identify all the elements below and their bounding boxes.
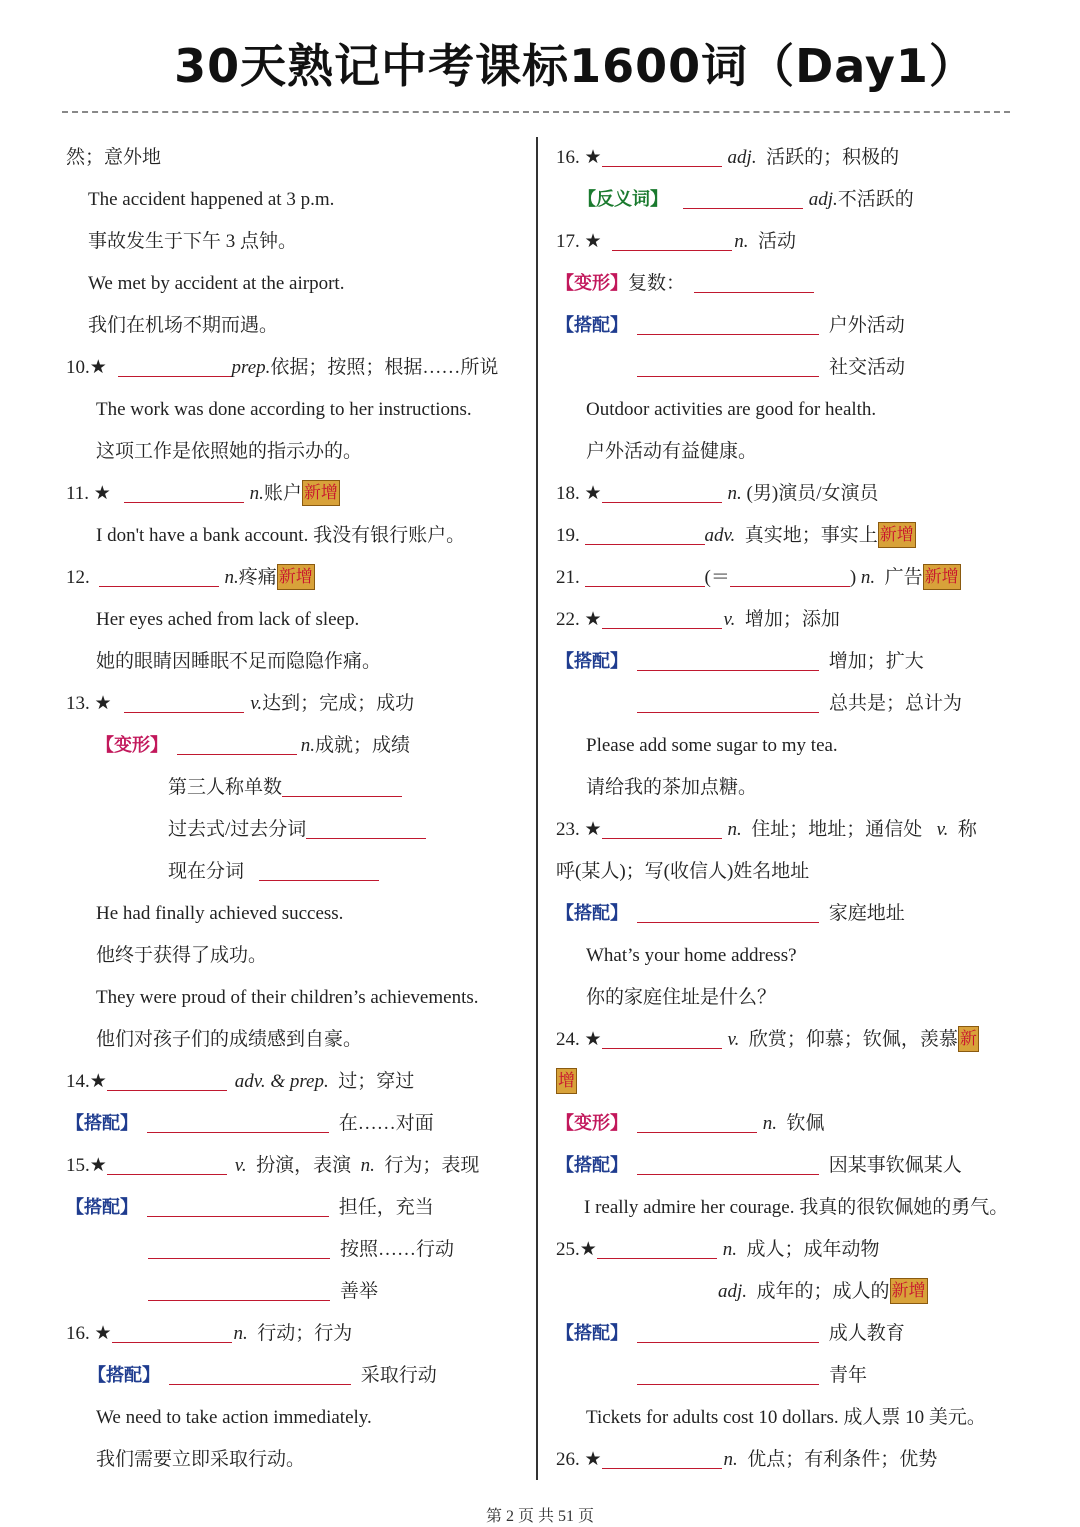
entry-number: 17. ★ bbox=[556, 231, 602, 252]
part-of-speech: n. bbox=[734, 231, 749, 252]
definition: 住址；地址；通信处 bbox=[751, 819, 923, 840]
antonym-tag: 【反义词】 bbox=[578, 189, 668, 210]
example-zh: 事故发生于下午 3 点钟。 bbox=[88, 231, 298, 252]
collocation-tag: 【搭配】 bbox=[556, 1155, 628, 1176]
part-of-speech: n. bbox=[224, 567, 239, 588]
definition: 户外活动 bbox=[828, 315, 905, 336]
entry-number: 16. ★ bbox=[556, 147, 602, 168]
answer-blank[interactable] bbox=[259, 860, 379, 881]
example-zh: 请给我的茶加点糖。 bbox=[586, 777, 758, 798]
example-en: He had finally achieved success. bbox=[96, 903, 344, 924]
definition: 行为；表现 bbox=[384, 1155, 480, 1176]
answer-blank[interactable] bbox=[107, 1070, 227, 1091]
example-en: The work was done according to her instructions. bbox=[96, 399, 472, 420]
column-divider bbox=[536, 137, 538, 1480]
entry-23 bbox=[556, 809, 1016, 851]
entry-16-active bbox=[556, 137, 1016, 179]
entry-26 bbox=[556, 1439, 1016, 1481]
collocation-line bbox=[66, 1103, 521, 1145]
entry-19 bbox=[556, 515, 1016, 557]
new-word-badge: 新增 bbox=[277, 564, 315, 590]
collocation-line bbox=[556, 1313, 1016, 1355]
entry-18 bbox=[556, 473, 1016, 515]
definition: 活动 bbox=[758, 231, 797, 252]
part-of-speech: adv. & prep. bbox=[234, 1071, 329, 1092]
example-en: Please add some sugar to my tea. bbox=[586, 735, 838, 756]
definition: 善举 bbox=[340, 1281, 379, 1302]
part-of-speech: n. bbox=[723, 1449, 738, 1470]
entry-16 bbox=[66, 1313, 521, 1355]
collocation-tag: 【搭配】 bbox=[556, 1323, 628, 1344]
definition: 采取行动 bbox=[360, 1365, 437, 1386]
answer-blank[interactable] bbox=[637, 902, 819, 923]
example-en: We need to take action immediately. bbox=[96, 1407, 372, 1428]
form-third-person bbox=[66, 767, 521, 809]
part-of-speech: v. bbox=[250, 693, 263, 714]
collocation-line bbox=[556, 641, 1016, 683]
example-en: They were proud of their children’s achievements. bbox=[96, 987, 479, 1008]
form-label: 现在分词 bbox=[168, 861, 245, 882]
answer-blank[interactable] bbox=[602, 608, 722, 629]
part-of-speech: v. bbox=[723, 609, 736, 630]
collocation-line bbox=[556, 1355, 1016, 1397]
entry-number: 19. bbox=[556, 525, 580, 546]
example-zh: 我们需要立即采取行动。 bbox=[96, 1449, 306, 1470]
collocation-line bbox=[66, 1355, 521, 1397]
entry-12 bbox=[66, 557, 521, 599]
example-zh: 这项工作是依照她的指示办的。 bbox=[96, 441, 363, 462]
definition: 钦佩 bbox=[786, 1113, 825, 1134]
answer-blank[interactable] bbox=[99, 566, 219, 587]
form-label: 第三人称单数 bbox=[168, 777, 283, 798]
definition: 社交活动 bbox=[829, 357, 906, 378]
answer-blank[interactable] bbox=[602, 818, 722, 839]
collocation-tag: 【搭配】 bbox=[88, 1365, 160, 1386]
definition: 称 bbox=[957, 819, 977, 840]
example-en: Her eyes ached from lack of sleep. bbox=[96, 609, 360, 630]
answer-blank[interactable] bbox=[730, 566, 850, 587]
example-zh: 他终于获得了成功。 bbox=[96, 945, 268, 966]
definition: 成人；成年动物 bbox=[746, 1239, 880, 1260]
definition: 不活跃的 bbox=[837, 189, 914, 210]
collocation-line bbox=[66, 1229, 521, 1271]
new-word-badge: 新增 bbox=[923, 564, 961, 590]
collocation-tag: 【搭配】 bbox=[66, 1113, 138, 1134]
collocation-tag: 【搭配】 bbox=[66, 1197, 138, 1218]
collocation-line bbox=[66, 1271, 521, 1313]
example-zh: 我们在机场不期而遇。 bbox=[88, 315, 279, 336]
part-of-speech: n. bbox=[300, 735, 315, 756]
entry-11 bbox=[66, 473, 521, 515]
title-divider bbox=[62, 111, 1010, 113]
definition: 广告 bbox=[884, 567, 923, 588]
definition: 在……对面 bbox=[338, 1113, 434, 1134]
variant-tag: 【变形】 bbox=[556, 273, 628, 294]
answer-blank[interactable] bbox=[597, 1238, 717, 1259]
definition: 真实地；事实上 bbox=[744, 525, 878, 546]
definition: (男)演员/女演员 bbox=[746, 483, 879, 504]
entry-number: 11. ★ bbox=[66, 483, 111, 504]
entry-number: 23. ★ bbox=[556, 819, 602, 840]
form-past bbox=[66, 809, 521, 851]
part-of-speech: n. bbox=[860, 567, 876, 588]
answer-blank[interactable] bbox=[585, 566, 705, 587]
part-of-speech: n. bbox=[233, 1323, 248, 1344]
definition: 欣赏；仰慕；钦佩，羡慕 bbox=[748, 1029, 958, 1050]
answer-blank[interactable] bbox=[694, 272, 814, 293]
example-en: The accident happened at 3 p.m. bbox=[88, 189, 335, 210]
example-line: I really admire her courage. 我真的很钦佩她的勇气。 bbox=[584, 1197, 1009, 1218]
definition: 优点；有利条件；优势 bbox=[747, 1449, 938, 1470]
definition: 总共是；总计为 bbox=[829, 693, 963, 714]
definition: 成人教育 bbox=[828, 1323, 905, 1344]
example-zh: 户外活动有益健康。 bbox=[586, 441, 758, 462]
answer-blank[interactable] bbox=[637, 314, 819, 335]
entry-14 bbox=[66, 1061, 521, 1103]
answer-blank[interactable] bbox=[148, 1238, 330, 1259]
example-zh: 他们对孩子们的成绩感到自豪。 bbox=[96, 1029, 363, 1050]
answer-blank[interactable] bbox=[602, 482, 722, 503]
paren-open: (＝ bbox=[704, 567, 730, 588]
answer-blank[interactable] bbox=[124, 482, 244, 503]
collocation-line bbox=[556, 893, 1016, 935]
definition: 账户 bbox=[263, 483, 302, 504]
entry-number: 10.★ bbox=[66, 357, 107, 378]
answer-blank[interactable] bbox=[107, 1154, 227, 1175]
answer-blank[interactable] bbox=[148, 1280, 330, 1301]
entry-22 bbox=[556, 599, 1016, 641]
answer-blank[interactable] bbox=[637, 1112, 757, 1133]
answer-blank[interactable] bbox=[585, 524, 705, 545]
definition: 活跃的；积极的 bbox=[766, 147, 900, 168]
collocation-line bbox=[556, 347, 1016, 389]
example-zh: 你的家庭住址是什么？ bbox=[586, 987, 777, 1008]
form-present-participle bbox=[66, 851, 521, 893]
new-word-badge: 新 bbox=[958, 1026, 979, 1052]
part-of-speech: n. bbox=[727, 483, 742, 504]
entry-number: 16. ★ bbox=[66, 1323, 112, 1344]
entry-number: 15.★ bbox=[66, 1155, 107, 1176]
definition: 增加；添加 bbox=[744, 609, 840, 630]
entry-number: 25.★ bbox=[556, 1239, 597, 1260]
page-footer: 第 2 页 共 51 页 bbox=[485, 1508, 594, 1525]
entry-number: 21. bbox=[556, 567, 580, 588]
collocation-tag: 【搭配】 bbox=[556, 903, 628, 924]
part-of-speech: v. bbox=[234, 1155, 247, 1176]
entry-24 bbox=[556, 1019, 1016, 1061]
entry-25-adj bbox=[556, 1271, 1016, 1313]
entry-21 bbox=[556, 557, 1016, 599]
new-word-badge: 新增 bbox=[302, 480, 340, 506]
entry-number: 18. ★ bbox=[556, 483, 602, 504]
answer-blank[interactable] bbox=[612, 230, 732, 251]
answer-blank[interactable] bbox=[147, 1112, 329, 1133]
right-column bbox=[556, 137, 1016, 1481]
variant-line bbox=[66, 725, 521, 767]
collocation-line bbox=[556, 305, 1016, 347]
answer-blank[interactable] bbox=[637, 650, 819, 671]
entry-number: 13. ★ bbox=[66, 693, 112, 714]
definition: 过；穿过 bbox=[338, 1071, 415, 1092]
page-title: 30天熟记中考课标1600词（Day1） bbox=[174, 39, 976, 93]
answer-blank[interactable] bbox=[637, 692, 819, 713]
example-line: Tickets for adults cost 10 dollars. 成人票 10 美元。 bbox=[586, 1407, 986, 1428]
new-word-badge: 新增 bbox=[890, 1278, 928, 1304]
entry-10 bbox=[66, 347, 521, 389]
part-of-speech: v. bbox=[727, 1029, 740, 1050]
part-of-speech: n. bbox=[360, 1155, 375, 1176]
answer-blank[interactable] bbox=[118, 356, 232, 377]
form-label: 复数： bbox=[628, 273, 686, 294]
part-of-speech: n. bbox=[722, 1239, 738, 1260]
definition-text: 然；意外地 bbox=[66, 147, 162, 168]
definition: 按照……行动 bbox=[340, 1239, 455, 1260]
entry-17 bbox=[556, 221, 1016, 263]
entry-25 bbox=[556, 1229, 1016, 1271]
entry-number: 12. bbox=[66, 567, 90, 588]
definition: 扮演，表演 bbox=[256, 1155, 352, 1176]
form-label: 过去式/过去分词 bbox=[168, 819, 307, 840]
definition: 因某事钦佩某人 bbox=[828, 1155, 962, 1176]
new-word-badge: 新增 bbox=[878, 522, 916, 548]
answer-blank[interactable] bbox=[637, 1364, 819, 1385]
answer-blank[interactable] bbox=[147, 1196, 329, 1217]
definition: 依据；按照；根据……所说 bbox=[270, 357, 499, 378]
answer-blank[interactable] bbox=[169, 1364, 351, 1385]
variant-tag: 【变形】 bbox=[96, 735, 168, 756]
part-of-speech: prep. bbox=[231, 357, 271, 378]
answer-blank[interactable] bbox=[637, 356, 819, 377]
left-column bbox=[66, 137, 521, 1481]
definition: 疼痛 bbox=[238, 567, 277, 588]
example-en: I don't have a bank account. 我没有银行账户。 bbox=[96, 525, 466, 546]
entry-number: 14.★ bbox=[66, 1071, 107, 1092]
answer-blank[interactable] bbox=[637, 1322, 819, 1343]
definition: 增加；扩大 bbox=[828, 651, 924, 672]
part-of-speech: adj. bbox=[727, 147, 757, 168]
definition-continued: 呼(某人)；写(收信人)姓名地址 bbox=[556, 861, 810, 882]
answer-blank[interactable] bbox=[177, 734, 297, 755]
paren-close: ) bbox=[849, 567, 857, 588]
example-en: Outdoor activities are good for health. bbox=[586, 399, 877, 420]
part-of-speech: n. bbox=[727, 819, 742, 840]
answer-blank[interactable] bbox=[124, 692, 244, 713]
part-of-speech: n. bbox=[249, 483, 264, 504]
example-en: We met by accident at the airport. bbox=[88, 273, 345, 294]
answer-blank[interactable] bbox=[306, 818, 426, 839]
antonym-line bbox=[556, 179, 1016, 221]
definition: 达到；完成；成功 bbox=[262, 693, 415, 714]
answer-blank[interactable] bbox=[282, 776, 402, 797]
collocation-line bbox=[556, 683, 1016, 725]
part-of-speech: v. bbox=[936, 819, 949, 840]
entry-number: 26. ★ bbox=[556, 1449, 602, 1470]
answer-blank[interactable] bbox=[637, 1154, 819, 1175]
part-of-speech: adj. bbox=[718, 1281, 748, 1302]
entry-24-continued bbox=[556, 1061, 1016, 1103]
definition: 成就；成绩 bbox=[315, 735, 411, 756]
variant-tag: 【变形】 bbox=[556, 1113, 628, 1134]
collocation-line bbox=[66, 1187, 521, 1229]
definition: 担任，充当 bbox=[338, 1197, 434, 1218]
answer-blank[interactable] bbox=[602, 1028, 722, 1049]
definition: 家庭地址 bbox=[828, 903, 905, 924]
variant-line bbox=[556, 263, 1016, 305]
definition: 成年的；成人的 bbox=[756, 1281, 890, 1302]
answer-blank[interactable] bbox=[683, 188, 803, 209]
collocation-tag: 【搭配】 bbox=[556, 651, 628, 672]
variant-line bbox=[556, 1103, 1016, 1145]
answer-blank[interactable] bbox=[602, 1448, 722, 1469]
entry-line bbox=[66, 137, 521, 179]
part-of-speech: n. bbox=[762, 1113, 777, 1134]
definition: 行动；行为 bbox=[257, 1323, 353, 1344]
collocation-tag: 【搭配】 bbox=[556, 315, 628, 336]
entry-number: 22. ★ bbox=[556, 609, 602, 630]
answer-blank[interactable] bbox=[112, 1322, 232, 1343]
example-zh: 她的眼睛因睡眠不足而隐隐作痛。 bbox=[96, 651, 382, 672]
answer-blank[interactable] bbox=[602, 146, 722, 167]
definition: 青年 bbox=[829, 1365, 868, 1386]
entry-15 bbox=[66, 1145, 521, 1187]
part-of-speech: adv. bbox=[704, 525, 736, 546]
part-of-speech: adj. bbox=[808, 189, 838, 210]
collocation-line bbox=[556, 1145, 1016, 1187]
example-en: What’s your home address? bbox=[586, 945, 797, 966]
entry-13 bbox=[66, 683, 521, 725]
entry-number: 24. ★ bbox=[556, 1029, 602, 1050]
new-word-badge: 增 bbox=[556, 1068, 577, 1094]
